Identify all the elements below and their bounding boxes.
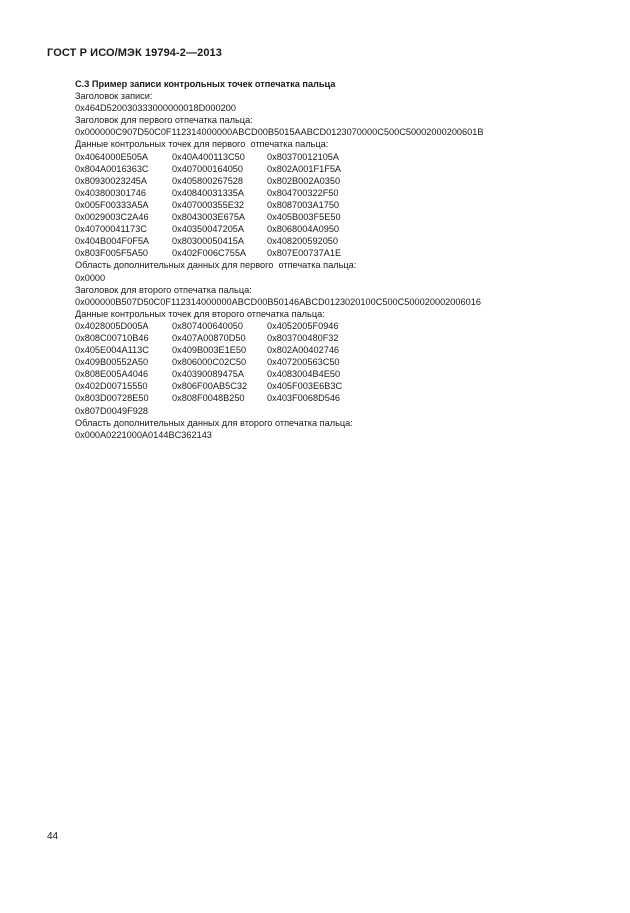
minutiae-row (75, 175, 595, 187)
page-number: 44 (47, 831, 59, 842)
minutia-value: 0x803700480F32 (267, 332, 339, 343)
minutiae-row (75, 344, 595, 356)
second-finger-header-label: Заголовок для второго отпечатка пальца: (75, 284, 252, 295)
minutiae-row (75, 320, 595, 332)
minutia-value: 0x405F003E6B3C (267, 381, 343, 392)
minutia-value: 0x8043003E675A (172, 212, 246, 223)
minutia-value: 0x808C00710B46 (75, 332, 149, 343)
minutia-value (172, 405, 267, 417)
minutia-value: 0x40390089475A (172, 369, 245, 380)
second-finger-minutiae-table (75, 320, 595, 417)
first-finger-minutiae-table (75, 151, 595, 260)
minutia-value: 0x80930023245A (75, 175, 148, 186)
minutia-value: 0x4052005F0946 (267, 320, 339, 331)
minutiae-row (75, 151, 595, 163)
minutia-value: 0x4064000E505A (75, 151, 149, 162)
minutiae-row (75, 223, 595, 235)
minutiae-row (75, 405, 595, 417)
minutia-value: 0x405800267528 (172, 175, 244, 186)
first-finger-header-label: Заголовок для первого отпечатка пальца: (75, 115, 253, 126)
minutiae-row (75, 211, 595, 223)
first-finger-header-value: 0x000000C907D50C0F112314000000ABCD00B5015AABCD0123070000C500C50002000200601B (75, 127, 484, 138)
minutia-value: 0x807E00737A1E (267, 248, 342, 259)
minutia-value: 0x8068004A0950 (267, 224, 340, 235)
minutia-value: 0x804A0016363C (75, 163, 149, 174)
first-finger-extended-label: Область дополнительных данных для первого отпечатка пальца: (75, 260, 357, 271)
first-finger-extended-value: 0x0000 (75, 272, 106, 283)
minutiae-row (75, 247, 595, 259)
minutia-value: 0x806F00AB5C32 (172, 381, 248, 392)
second-finger-header-value: 0x000000B507D50C0F112314000000ABCD00B50146ABCD0123020100C500C500020002006016 (75, 296, 481, 307)
minutia-value: 0x407000164050 (172, 163, 244, 174)
minutia-value: 0x40840031335A (172, 187, 245, 198)
minutia-value: 0x409B00552A50 (75, 357, 149, 368)
minutia-value: 0x0029003C2A46 (75, 212, 149, 223)
minutia-value: 0x40A400113C50 (172, 151, 245, 162)
minutia-value: 0x402D00715550 (75, 381, 148, 392)
record-header-value: 0x464D520030333000000018D000200 (75, 103, 236, 114)
minutiae-row (75, 187, 595, 199)
minutia-value: 0x804700322F50 (267, 187, 339, 198)
minutia-value: 0x4083004B4E50 (267, 369, 341, 380)
minutia-value: 0x405B003F5E50 (267, 212, 341, 223)
minutiae-row (75, 368, 595, 380)
section-content (75, 78, 595, 441)
minutia-value: 0x808E005A4046 (75, 369, 149, 380)
document-header: ГОСТ Р ИСО/МЭК 19794-2—2013 (47, 47, 222, 59)
minutia-value (267, 405, 367, 417)
minutia-value: 0x403F0068D546 (267, 393, 341, 404)
minutia-value: 0x802A001F1F5A (267, 163, 342, 174)
minutia-value: 0x80370012105A (267, 151, 340, 162)
minutia-value: 0x402F006C755A (172, 248, 247, 259)
second-finger-minutiae-label: Данные контрольных точек для второго отпечатка пальца: (75, 308, 325, 319)
minutia-value: 0x407000355E32 (172, 199, 245, 210)
minutia-value: 0x80300050415A (172, 236, 245, 247)
minutia-value: 0x802A00402746 (267, 345, 340, 356)
minutia-value: 0x405E004A113C (75, 345, 149, 356)
section-title: С.3 Пример записи контрольных точек отпечатка пальца (75, 79, 336, 89)
minutia-value: 0x803D00728E50 (75, 393, 149, 404)
minutia-value: 0x40700041173C (75, 224, 147, 235)
minutia-value: 0x407200563C50 (267, 357, 340, 368)
minutiae-row (75, 163, 595, 175)
minutia-value: 0x40350047205A (172, 224, 245, 235)
minutia-value: 0x4028005D005A (75, 320, 149, 331)
minutia-value: 0x803F005F5A50 (75, 248, 149, 259)
minutia-value: 0x409B003E1E50 (172, 345, 247, 356)
minutia-value: 0x8087003A1750 (267, 199, 340, 210)
minutia-value: 0x404B004F0F5A (75, 236, 150, 247)
minutia-value: 0x802B002A0350 (267, 175, 341, 186)
minutia-value: 0x807400640050 (172, 320, 244, 331)
minutia-value: 0x808F0048B250 (172, 393, 245, 404)
minutia-value: 0x807D0049F928 (75, 405, 149, 416)
minutia-value: 0x806000C02C50 (172, 357, 247, 368)
minutia-value: 0x005F00333A5A (75, 199, 149, 210)
minutia-value: 0x408200592050 (267, 236, 339, 247)
minutia-value: 0x403800301746 (75, 187, 147, 198)
record-header-label: Заголовок записи: (75, 91, 153, 102)
minutiae-row (75, 356, 595, 368)
second-finger-extended-value: 0x000A0221000A0144BC362143 (75, 429, 212, 440)
minutiae-row (75, 199, 595, 211)
minutiae-row (75, 235, 595, 247)
minutiae-row (75, 392, 595, 404)
first-finger-minutiae-label: Данные контрольных точек для первого отпечатка пальца: (75, 139, 329, 150)
minutiae-row (75, 380, 595, 392)
second-finger-extended-label: Область дополнительных данных для второго отпечатка пальца: (75, 417, 353, 428)
minutiae-row (75, 332, 595, 344)
minutia-value: 0x407A00870D50 (172, 332, 246, 343)
